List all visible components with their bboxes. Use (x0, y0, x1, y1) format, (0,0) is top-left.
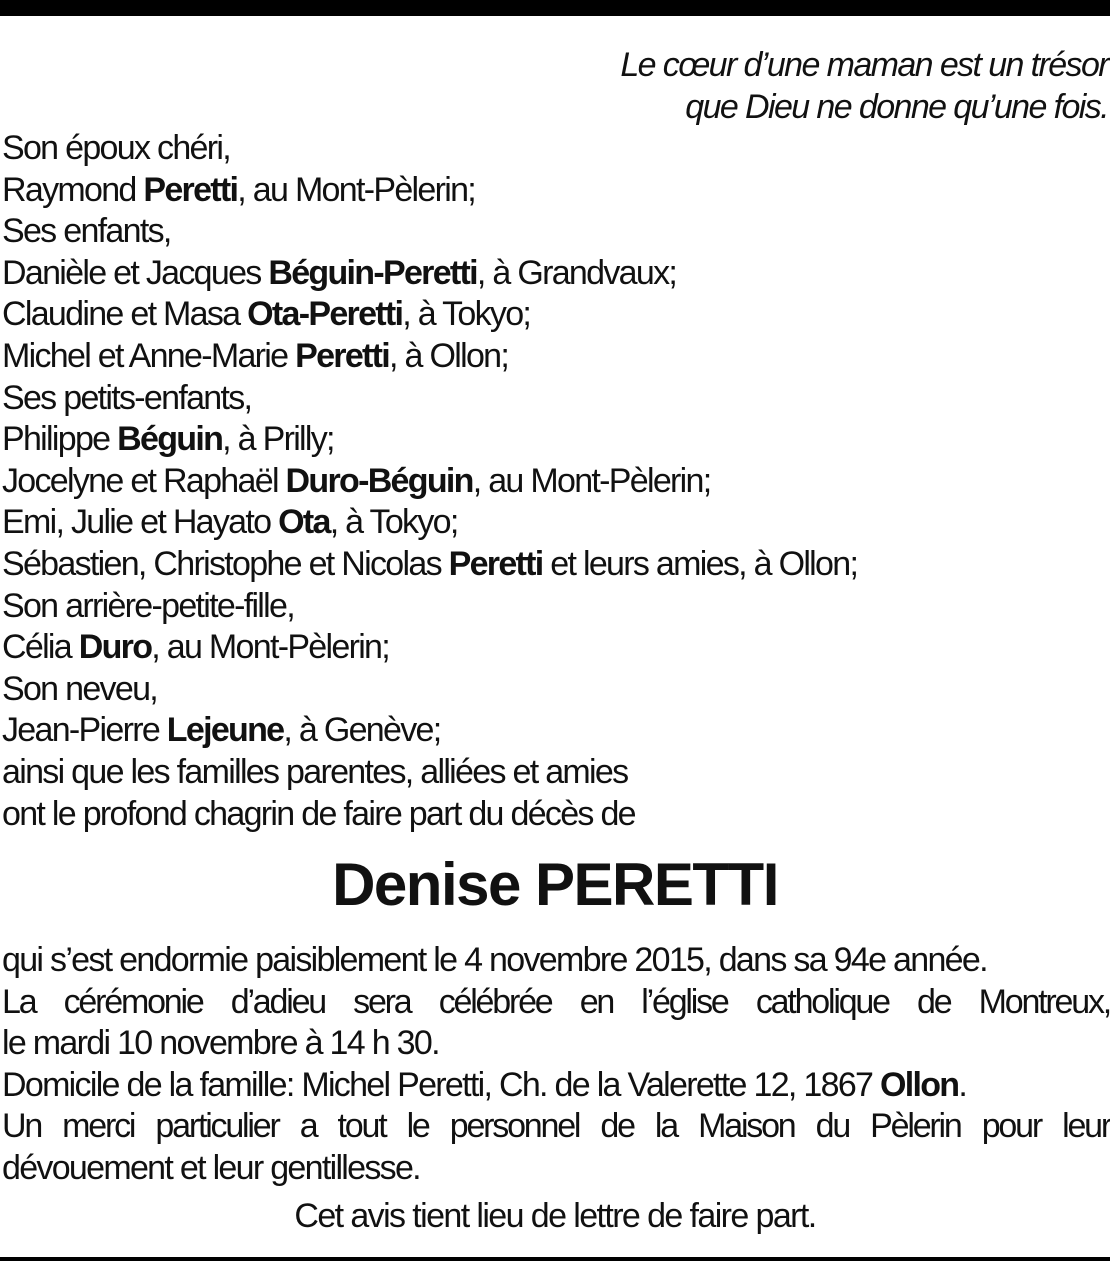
family-line (2, 128, 1108, 170)
family-line-text: Son neveu, (2, 669, 158, 708)
thanks-line-1: Un merci particulier a tout le personnel de la Maison du Pèlerin pour leur (2, 1107, 1110, 1146)
closing-note: Cet avis tient lieu de lettre de faire part. (294, 1197, 816, 1235)
family-line-text: ont le profond chagrin de faire part du décès de (2, 794, 635, 833)
family-line-text: Jean-Pierre (2, 711, 167, 750)
family-line (2, 627, 1108, 669)
family-line-text: Raymond (2, 170, 144, 209)
family-line (2, 294, 1108, 336)
top-border-rule (0, 0, 1110, 16)
family-line (2, 170, 1108, 212)
family-line (2, 586, 1108, 628)
family-line-text: ainsi que les familles parentes, alliées et amies (2, 752, 628, 791)
domicile-address: Domicile de la famille: Michel Peretti, Ch. de la Valerette 12, 1867 (2, 1065, 880, 1104)
bottom-border-rule (0, 1257, 1110, 1261)
family-surname: Béguin-Peretti (268, 253, 477, 292)
family-surname: Duro (78, 628, 152, 667)
epigraph-quote (408, 44, 1108, 128)
family-line (2, 502, 1108, 544)
passing-line: qui s’est endormie paisiblement le 4 novembre 2015, dans sa 94e année. (2, 941, 987, 979)
family-line-text: Célia (2, 628, 79, 667)
family-line-text: Sébastien, Christophe et Nicolas (2, 544, 449, 583)
family-line (2, 669, 1108, 711)
family-surname: Duro-Béguin (285, 461, 473, 500)
family-line (2, 253, 1108, 295)
family-line (2, 378, 1108, 420)
family-line-text: , à Tokyo; (402, 295, 531, 334)
family-line-text: Ses enfants, (2, 212, 171, 251)
family-surname: Peretti (448, 544, 543, 583)
family-line (2, 211, 1108, 253)
family-surname: Ota (278, 503, 330, 542)
family-line-text: , à Tokyo; (329, 503, 458, 542)
family-line-text: , à Prilly; (222, 420, 334, 459)
family-surname: Béguin (117, 420, 223, 459)
family-line (2, 336, 1108, 378)
family-line (2, 752, 1108, 794)
family-surname: Lejeune (166, 711, 284, 750)
family-line-text: Son époux chéri, (2, 129, 230, 167)
family-line-text: , à Ollon; (389, 336, 509, 375)
family-line-text: Jocelyne et Raphaël (2, 461, 286, 500)
family-line-text: , au Mont-Pèlerin; (472, 461, 711, 500)
epigraph-line-1: Le cœur d’une maman est un trésor (620, 46, 1108, 84)
family-line-text: Emi, Julie et Hayato (2, 503, 279, 542)
family-line (2, 710, 1108, 752)
family-line-text: , au Mont-Pèlerin; (151, 628, 390, 667)
family-surname: Peretti (295, 336, 390, 375)
family-line-text: , à Grandvaux; (476, 253, 677, 292)
family-line-text: Philippe (2, 420, 118, 459)
family-surname: Ota-Peretti (247, 295, 403, 334)
domicile-line (2, 1065, 1110, 1107)
family-line-text: Danièle et Jacques (2, 253, 269, 292)
ceremony-line-2: le mardi 10 novembre à 14 h 30. (2, 1024, 439, 1063)
family-line (2, 544, 1108, 586)
thanks-line-2: dévouement et leur gentillesse. (2, 1148, 420, 1187)
family-line (2, 419, 1108, 461)
family-line-text: , à Genève; (283, 711, 441, 750)
deceased-name: Denise PERETTI (332, 851, 778, 918)
domicile-period: . (958, 1065, 967, 1104)
ceremony-line-1: La cérémonie d’adieu sera célébrée en l’église catholique de Montreux, (2, 982, 1110, 1021)
notice-details (2, 940, 1110, 1190)
epigraph-line-2: que Dieu ne donne qu’une fois. (685, 88, 1108, 126)
family-line-text: , au Mont-Pèlerin; (237, 170, 476, 209)
family-line (2, 461, 1108, 503)
family-line-text: Ses petits-enfants, (2, 378, 252, 417)
family-list (2, 128, 1108, 835)
family-line-text: Claudine et Masa (2, 295, 248, 334)
domicile-town: Ollon (880, 1065, 959, 1104)
family-line-text: et leurs amies, à Ollon; (542, 544, 858, 583)
family-line-text: Son arrière-petite-fille, (2, 586, 294, 625)
family-surname: Peretti (143, 170, 238, 209)
family-line (2, 794, 1108, 836)
family-line-text: Michel et Anne-Marie (2, 336, 296, 375)
